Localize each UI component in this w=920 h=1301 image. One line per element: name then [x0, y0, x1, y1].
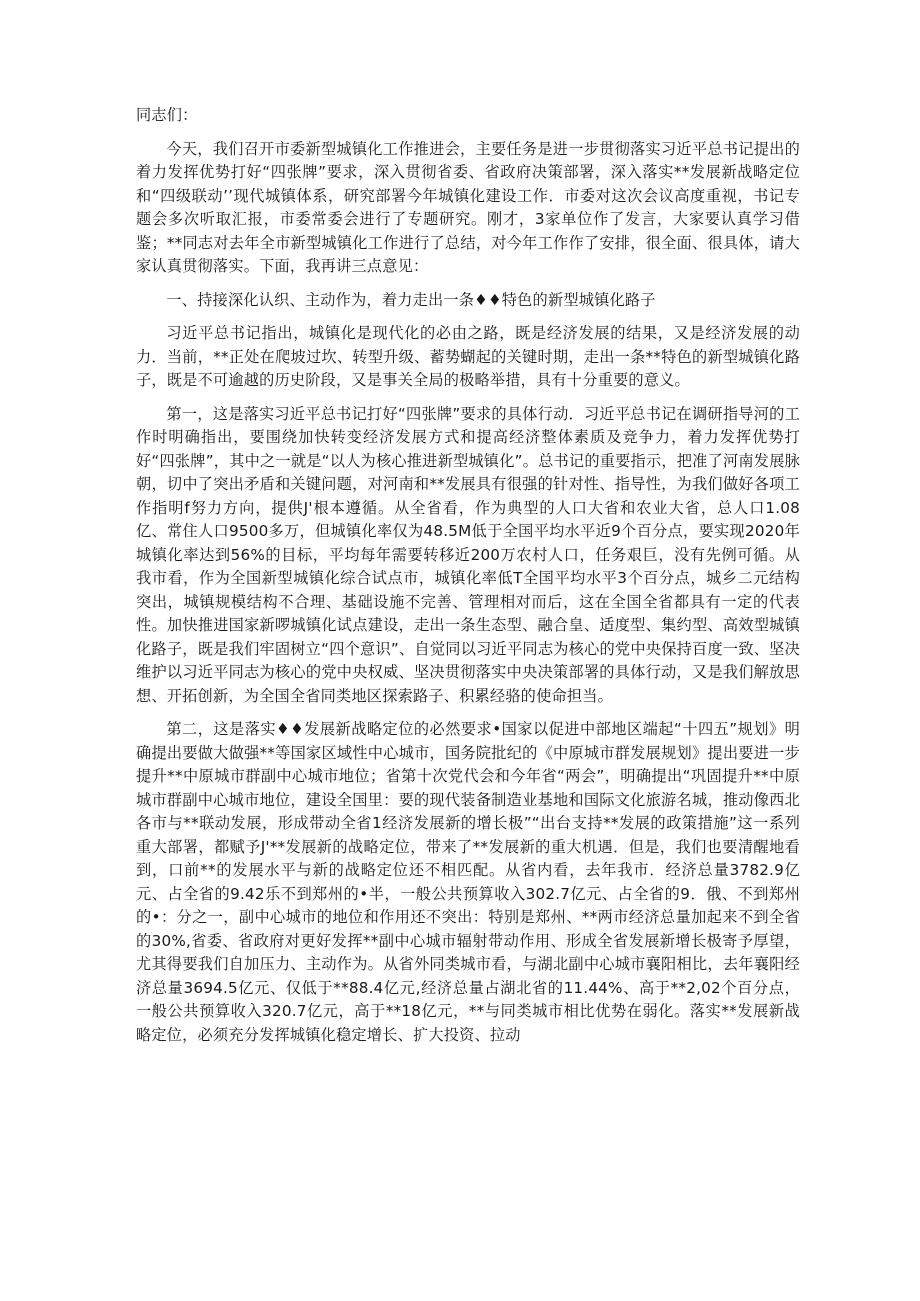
paragraph-opening: 今天，我们召开市委新型城镇化工作推进会，主要任务是进一步贯彻落实习近平总书记提出的着力发挥优势打好“四张牌”要求，深入贯彻省委、省政府决策部署，深入落实**发展新战略定位和“四级联动’’现代城镇体系，研究部署今年城镇化建设工作．市委对这次会议高度重视，书记专题会多次听取汇报，市委常委会进行了专题研究。刚才，3家单位作了发言，大家要认真学习借鉴；**同志对去年全市新型城镇化工作进行了总结，对今年工作作了安排，很全面、很具体，请大家认真贯彻落实。下面，我再讲三点意见：: [136, 139, 800, 275]
salutation: 同志们：: [136, 106, 198, 124]
section-heading-1: 一、持接深化认织、主动作为，着力走出一条♦♦特色的新型城镇化路子: [166, 290, 656, 309]
paragraph-urbanization-path: 习近平总书记指出，城镇化是现代化的必由之路，既是经济发展的结果，又是经济发展的动力．当前，**正处在爬坡过坎、转型升级、蓄势蝴起的关键时期，走出一条**特色的新型城镇化路子，既是不可逾越的历史阶段，又是事关全局的极略举措，具有十分重要的意义。: [136, 324, 800, 389]
document-page: [136, 104, 800, 1057]
paragraph-second-point: 第二，这是落实♦♦发展新战略定位的必然要求•国家以促进中部地区端起“十四五”规划》明确提出要做大做强**等国家区域性中心城市，国务院批纪的《中原城市群发展规划》提出要进一步提升**中原城市群副中心城市地位；省第十次党代会和今年省“两会”，明确提出“巩固提升**中原城市群副中心城市地位，建设全国里：要的现代装备制造业基地和国际文化旅游名城，推动像西北各市与**联动发展，形成带动全省1经济发展新的增长极”“出台支持**发展的政策措施”这一系列重大部署，都赋予J'**发展新的战略定位，带来了**发展新的重大机遇．但是，我们也要清醒地看到，口前**的发展水平与新的战略定位还不相匹配。从省内看，去年我市．经济总量3782.9亿元、占全省的9.42乐不到郑州的•半，一般公共预算收入302.7亿元、占全省的9．俄、不到郑州的•：分之一，副中心城市的地位和作用还不突出：特别是郑州、**两市经济总量加起来不到全省的30%,省委、省政府对更好发挥**副中心城市辐射带动作用、形成全省发展新增长极寄予厚望，尤其得要我们自加压力、主动作为。从省外同类城市看，与湖北副中心城市襄阳相比，去年襄阳经济总量3694.5亿元、仅低于**88.4亿元,经济总量占湖北省的11.44%、高于**2,02个百分点，一般公共预算收入320.7亿元，高于**18亿元，**与同类城市相比优势在弱化。落实**发展新战略定位，必须充分发挥城镇化稳定增长、扩大投资、拉动: [136, 720, 800, 1044]
paragraph-first-point: 第一，这是落实习近平总书记打好“四张牌”要求的具体行动．习近平总书记在调研指导河的工作时明确指出，要围绕加快转变经济发展方式和提高经济整体素质及竞争力，着力发挥优势打好“四张牌”，其中之一就是“以人为核心推进新型城镇化”。总书记的重要指示，把准了河南发展脉朝，切中了突出矛盾和关键问题，对河南和**发展具有很强的针对性、指导性，为我们做好各项工作指明f努力方向，提供J'根本遵循。从全省看，作为典型的人口大省和农业大省，总人口1.08亿、常住人口9500多万，但城镇化率仅为48.5M低于全国平均水平近9个百分点，要实现2020年城镇化率达到56%的目标，平均每年需要转移近200万农村人口，任务艰巨，没有先例可循。从我市看，作为全国新型城镇化综合试点市，城镇化率低T全国平均水平3个百分点，城乡二元结构突出，城镇规模结构不合理、基础设施不完善、管理相对而后，这在全国全省都具有一定的代表性。加快推进国家新啰城镇化试点建设，走出一条生态型、融合皇、适度型、集约型、高效型城镇化路子，既是我们牢固树立“四个意识”、自觉同以习近平同志为核心的党中央保持百度一致、坚决维护以习近平同志为核心的党中央权威、坚决贯彻落实中央决策部署的具体行动，又是我们解放思想、开拓创新，为全国全省同类地区探索路子、积累经骆的使命担当。: [136, 404, 800, 705]
